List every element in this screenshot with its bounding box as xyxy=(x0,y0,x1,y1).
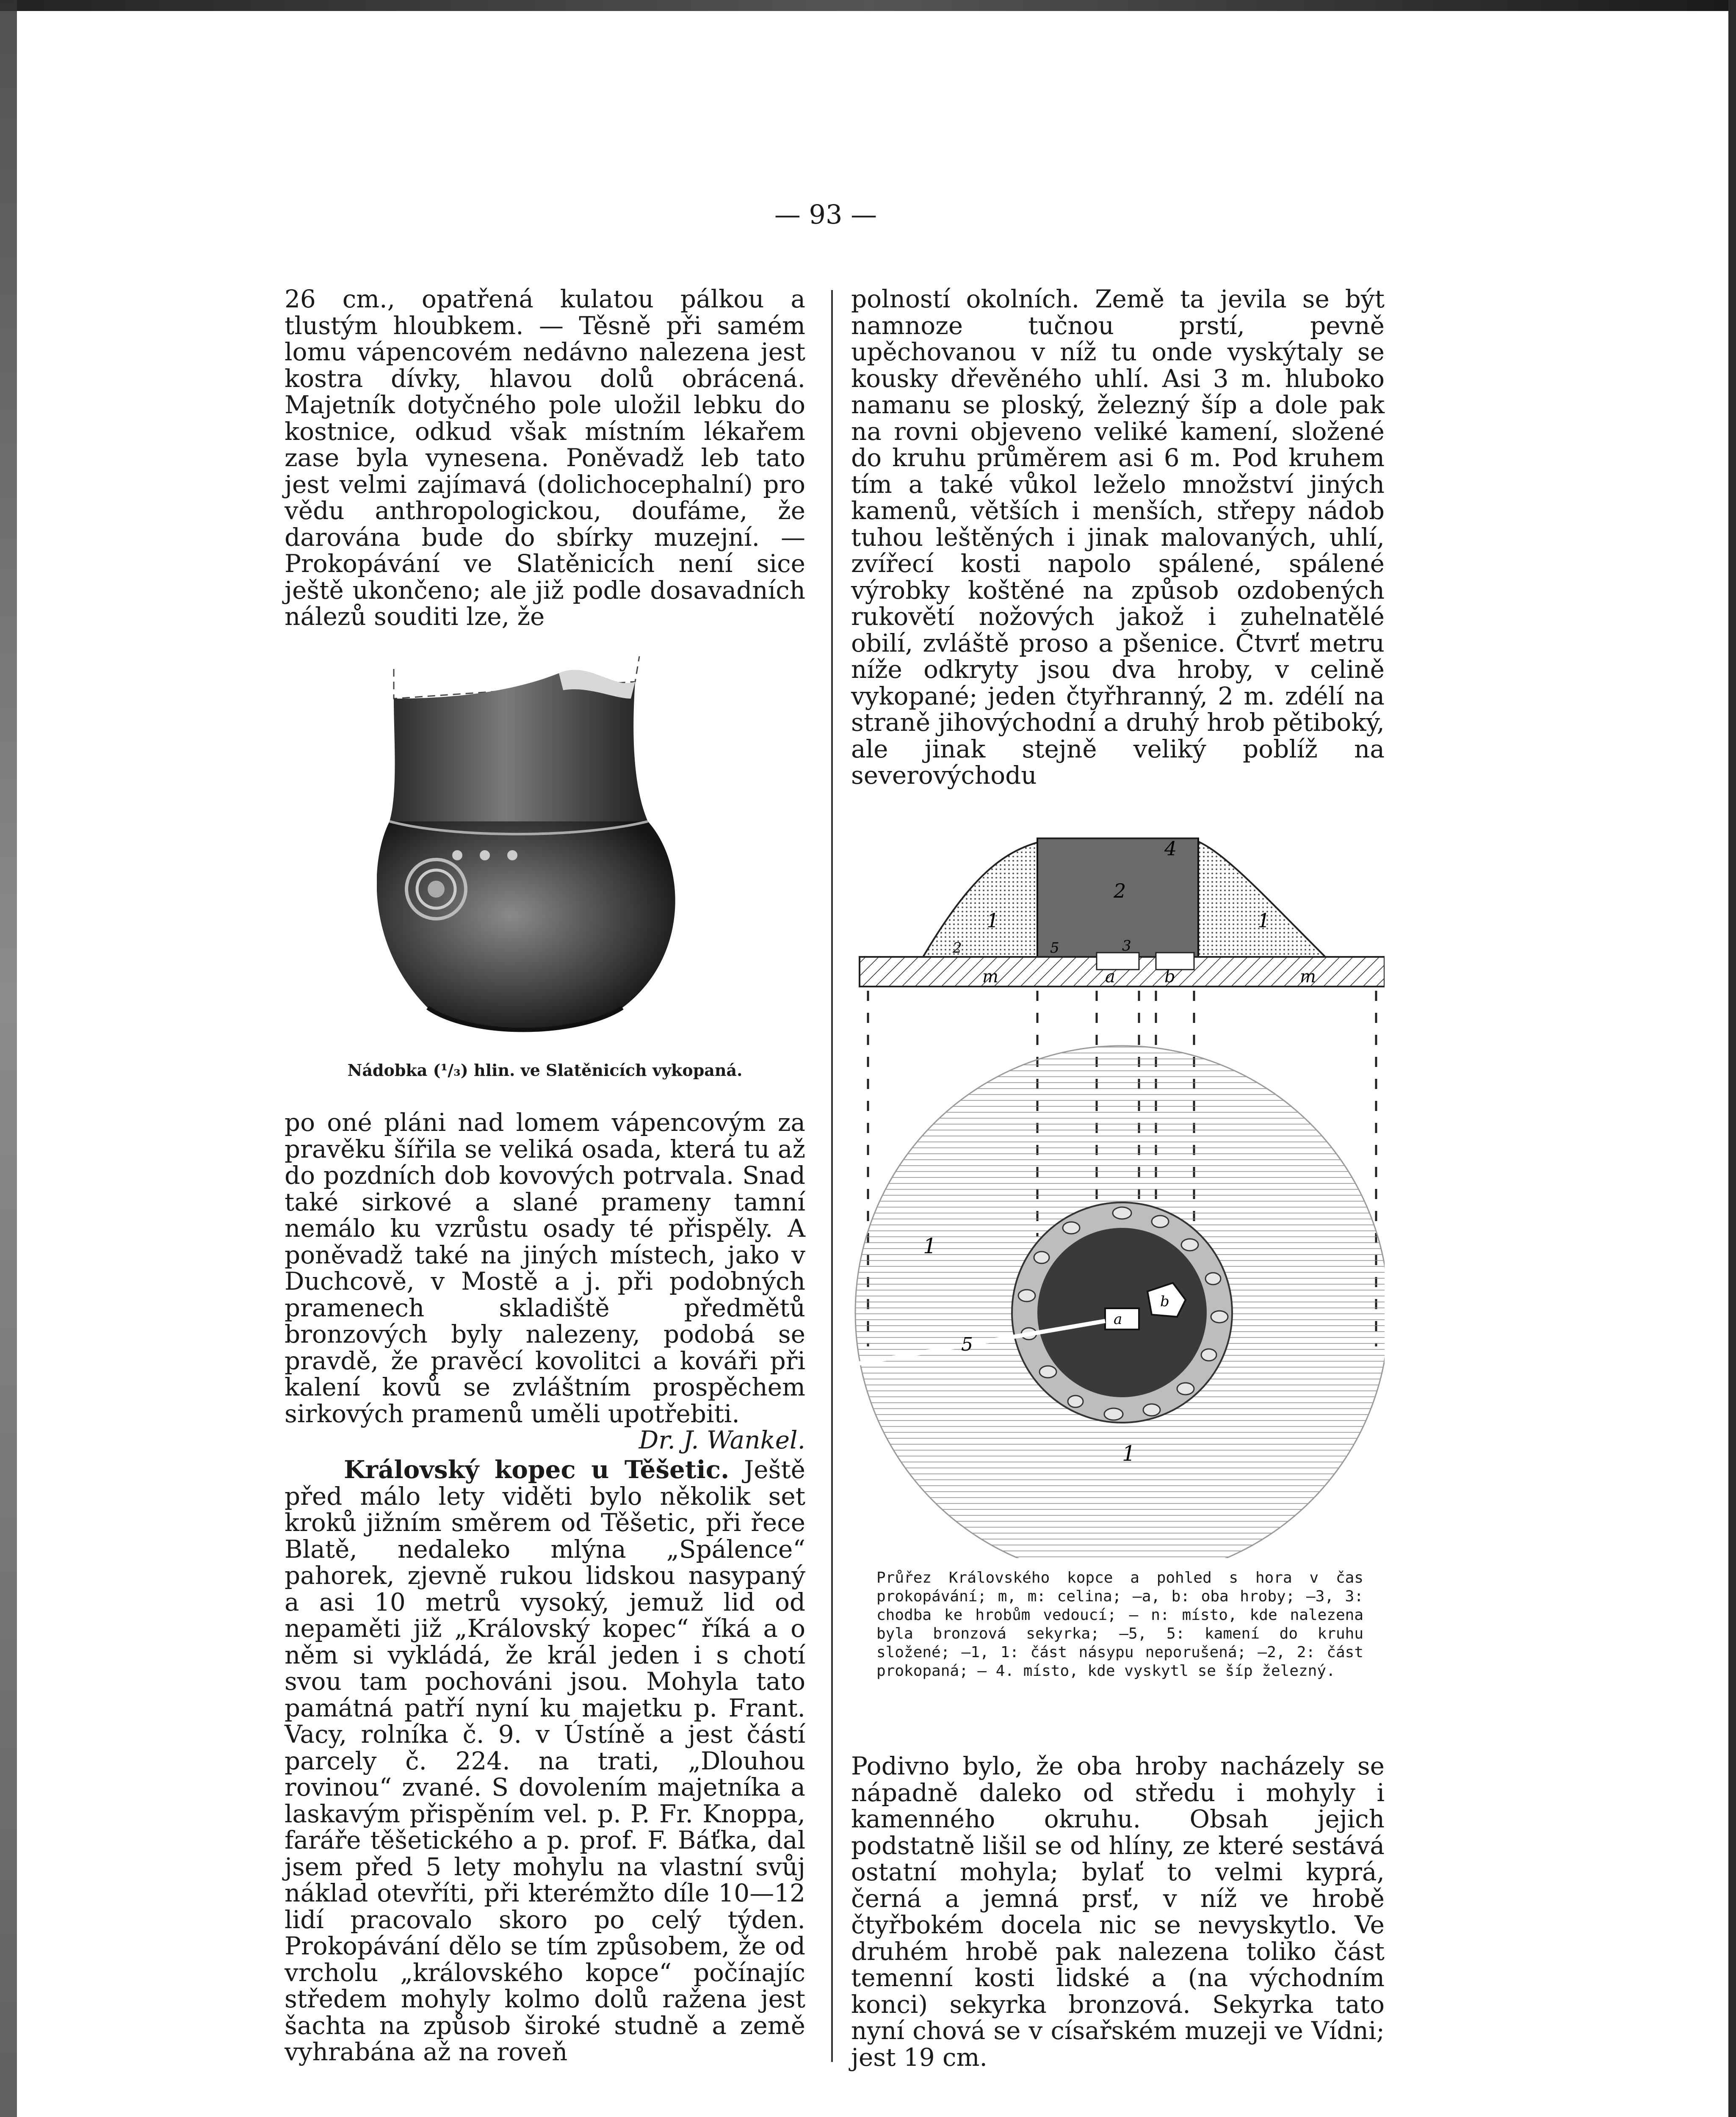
scan-edge-right xyxy=(1728,0,1736,2117)
section-label: a xyxy=(1105,967,1115,987)
section-label: 3 xyxy=(1122,937,1131,954)
scan-edge-top xyxy=(0,0,1736,11)
mound-diagram xyxy=(851,813,1385,1558)
vessel-dot xyxy=(452,850,462,860)
vessel-body xyxy=(377,821,675,1030)
page-number: — 93 — xyxy=(774,199,877,230)
section-label: 2 xyxy=(1114,879,1126,902)
left-column-continued xyxy=(285,1109,805,2065)
section-label: m xyxy=(1300,967,1316,987)
mound-caption: Průřez Královského kopce a pohled s hora v čas prokopávání; m, m: celina; —a, b: oba hroby; —3, 3: chodba ke hrobům vedoucí; — n: místo, kde nalezena byla bronzová sekyrka; —5, 5: kamení do kruhu složené; —1, 1: část násypu neporušená; —2, 2: část prokopaná; — 4. místo, kde vyskytl se šíp železný. xyxy=(876,1569,1363,1680)
plan-label: a xyxy=(1114,1311,1122,1328)
left-column xyxy=(285,286,805,630)
left-paragraph-1: 26 cm., opatřená kulatou pálkou a tlustým hloubkem. — Těsně při samém lomu vápencovém nedávno nalezena jest kostra dívky, hlavou dolů obrácená. Majetník dotyčného pole uložil lebku do kostnice, odkud však místním lékařem zase byla vynesena. Poněvadž leb tato jest velmi zajímavá (dolichocephalní) pro vědu anthropologickou, doufáme, že darována bude do sbírky muzejní. — Prokopávání ve Slatěnicích není sice ještě ukončeno; ale již podle dosavadních nálezů souditi lze, že xyxy=(285,285,805,631)
article-title: Královský kopec u Těšetic. xyxy=(344,1455,730,1484)
plan-label: b xyxy=(1160,1293,1169,1310)
vessel-dot xyxy=(480,850,490,860)
right-paragraph-1: polností okolních. Země ta jevila se být namnoze tučnou prstí, pevně upěchovanou v níž tu onde vyskýtaly se kousky dřevěného uhlí. Asi 3 m. hluboko namanu se ploský, železný šíp a dole pak na rovni objeveno veliké kamení, složené do kruhu průměrem asi 6 m. Pod kruhem tím a také vůkol leželo množství jiných kamenů, větších i menších, střepy nádob tuhou leštěných i jinak malovaných, uhlí, zvířecí kosti napolo spálené, spálené výrobky koštěné na způsob ozdobených rukovětí nožových jakož i zuhelnatělé obilí, zvláště proso a pšenice. Čtvrť metru níže odkryty jsou dva hroby, v celině vykopané; jeden čtyřhranný, 2 m. zdélí na straně jihovýchodní a druhý hrob pětiboký, ale jinak stejně veliký poblíž na severovýchodu xyxy=(851,285,1385,790)
left-paragraph-2 xyxy=(285,1108,805,1454)
right-paragraph-2: Podivno bylo, že oba hroby nacházely se nápadně daleko od středu i mohyly i kamenného okruhu. Obsah jejich podstatně lišil se od hlíny, ze které sestává ostatní mohyla; bylať to velmi kyprá, černá a jemná prsť, v níž ve hrobě čtyřbokém docela nic se nevyskytlo. Ve druhém hrobě pak nalezena toliko část temenní kosti lidské a (na východním konci) sekyrka bronzová. Sekyrka tato nyní chová se v císařském muzeji ve Vídni; jest 19 cm. xyxy=(851,1752,1385,2072)
left-paragraph-3 xyxy=(285,1456,805,2065)
plan-label: 1 xyxy=(1122,1441,1136,1466)
section-label: m xyxy=(982,967,998,987)
left-paragraph-3-text: Ještě před málo lety viděti bylo několik set kroků jižním směrem od Těšetic, při řece Blatě, nedaleko mlýna „Spálence“ pahorek, zjevně rukou lidskou nasypaný a asi 10 metrů vysoký, jemuž lid od nepaměti již „Královský kopec“ říká a o něm si vykládá, že král jeden i s chotí svou tam pochováni jsou. Mohyla tato památná patří nyní ku majetku p. Frant. Vacy, rolníka č. 9. v Ústíně a jest částí parcely č. 224. na trati, „Dlouhou rovinou“ zvané. S dovolením majetníka a laskavým přispěním vel. p. P. Fr. Knoppa, faráře těšetického a p. prof. F. Báťka, dal jsem před 5 lety mohylu na vlastní svůj náklad otevříti, při kterémžto díle 10—12 lidí pracovalo skoro po celý týden. Prokopávání dělo se tím způsobem, že od vrcholu „královského kopce“ počínajíc středem mohyly kolmo dolů ražena jest šachta na způsob široké studně a země vyhrabána až na roveň xyxy=(285,1455,805,2066)
grave-a-section xyxy=(1097,953,1139,970)
section-label: 4 xyxy=(1164,837,1177,860)
vessel-boss-center xyxy=(428,881,445,898)
column-divider xyxy=(831,290,833,2062)
right-column xyxy=(851,286,1385,789)
vessel-illustration xyxy=(377,652,741,1042)
scan-edge-left xyxy=(0,0,17,2117)
section-label: 1 xyxy=(987,909,999,932)
section-label: b xyxy=(1164,967,1175,987)
left-paragraph-2-text: po oné pláni nad lomem vápencovým za pravěku šířila se veliká osada, která tu až do pozdních dob kovových potrvala. Snad také sirkové a slané prameny tamní nemálo ku vzrůstu osady té přispěly. A poněvadž také na jiných místech, jako v Duchcově, v Mostě a j. při podobných pramenech skladiště předmětů bronzových byly nalezeny, podobá se pravdě, že pravěcí kovolitci a kováři při kalení kovů se zvláštním prospěchem sirkových pramenů uměli upotřebiti. xyxy=(285,1108,805,1428)
vessel-caption: Nádobka (¹/₃) hlin. ve Slatěnicích vykopaná. xyxy=(347,1061,743,1080)
vessel-dot xyxy=(507,850,517,860)
plan-label: 5 xyxy=(961,1334,973,1355)
plan-label: 1 xyxy=(923,1234,937,1258)
author-signature: Dr. J. Wankel. xyxy=(639,1426,805,1454)
right-column-continued xyxy=(851,1753,1385,2070)
section-label: 1 xyxy=(1258,909,1270,932)
section-label: 5 xyxy=(1050,940,1059,956)
section-label: 2 xyxy=(953,940,962,956)
